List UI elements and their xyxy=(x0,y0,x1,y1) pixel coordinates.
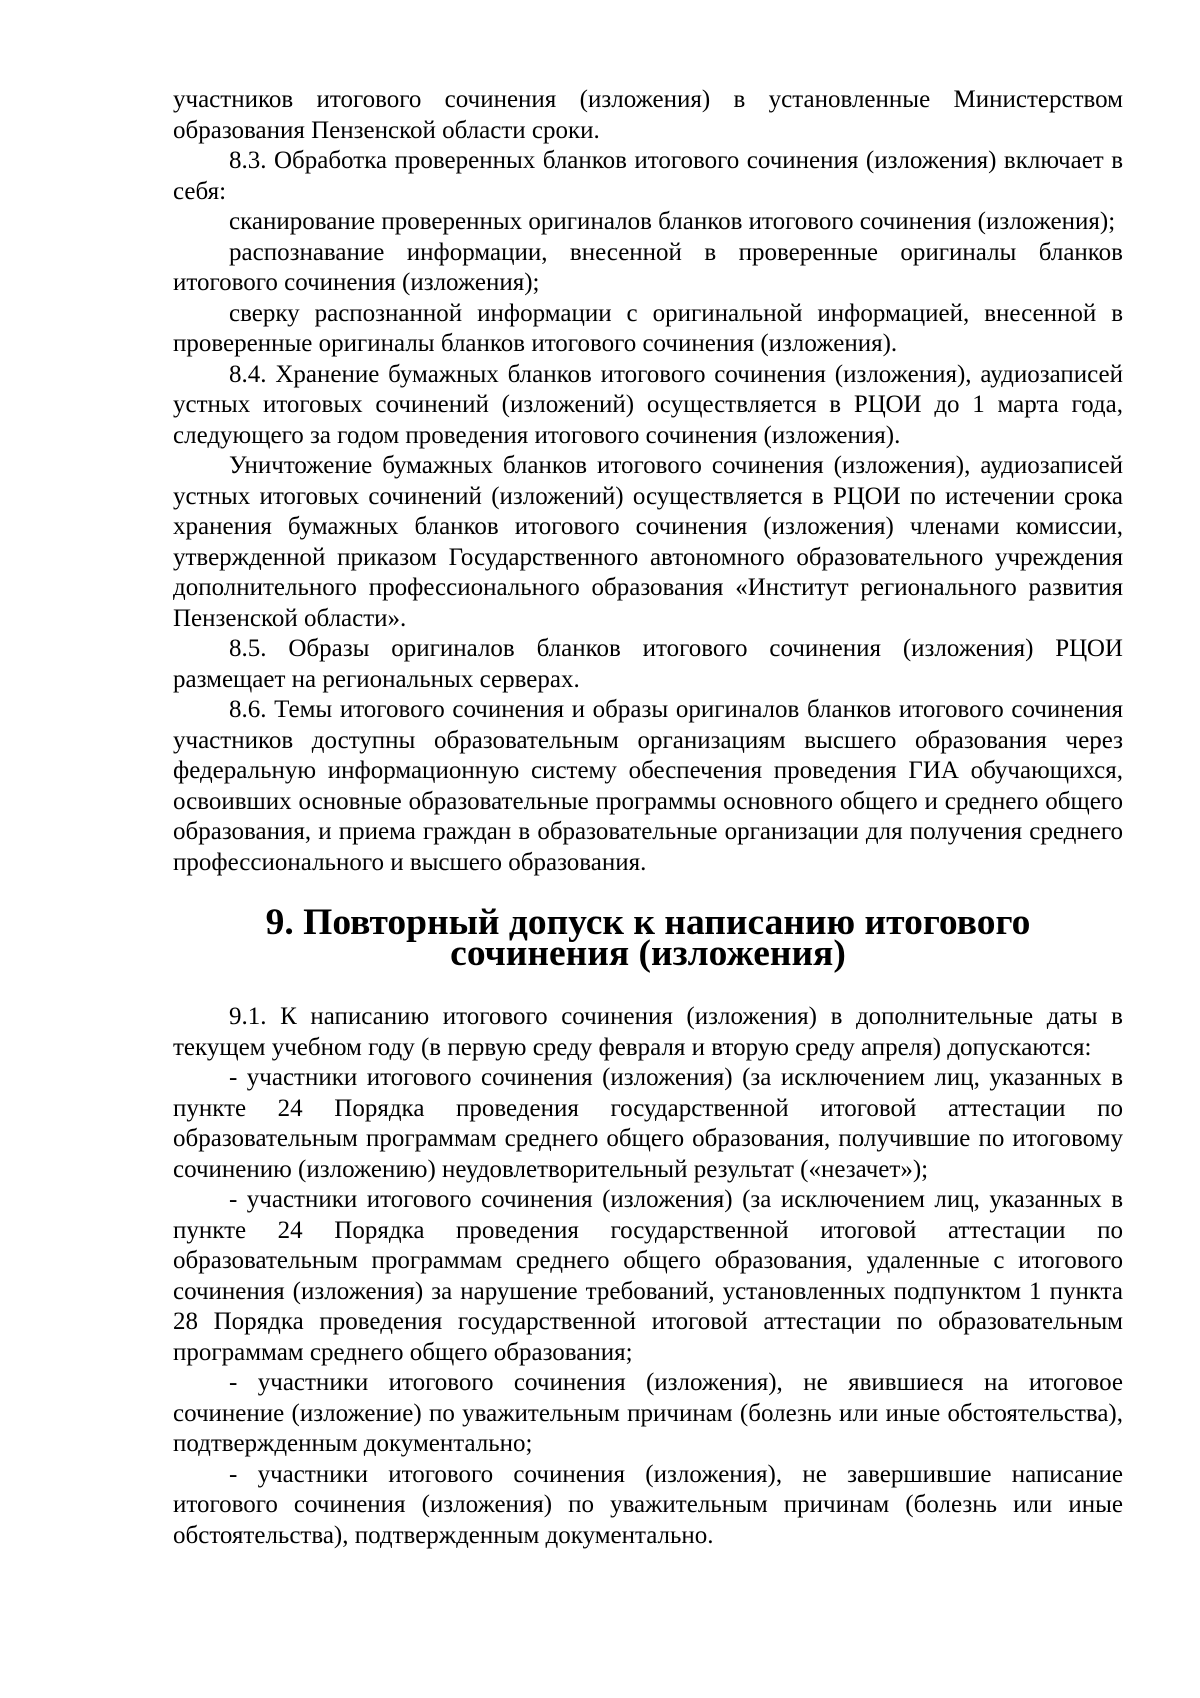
paragraph-8-4: 8.4. Хранение бумажных бланков итогового сочинения (изложения), аудиозаписей устных итоговых сочинений (изложений) осуществляется в РЦОИ до 1 марта года, следующего за годом проведения итогового сочинения (изложения). xyxy=(173,360,1123,449)
section-heading: 9. Повторный допуск к написанию итогового сочинения (изложения) xyxy=(265,902,1031,974)
paragraph-reconciliation: сверку распознанной информации с оригинальной информацией, внесенной в проверенные оригиналы бланков итогового сочинения (изложения). xyxy=(173,299,1123,357)
list-item-absent: - участники итогового сочинения (изложения), не явившиеся на итоговое сочинение (изложение) по уважительным причинам (болезнь или иные обстоятельства), подтвержденным документально; xyxy=(173,1369,1123,1457)
list-item-removed: - участники итогового сочинения (изложения) (за исключением лиц, указанных в пункте 24 Порядка проведения государственной итоговой аттестации по образовательным программам среднего общего образования, удаленные с итогового сочинения (изложения) за нарушение требований, установленных подпунктом 1 пункта 28 Порядка проведения государственной итоговой аттестации по образовательным программам среднего общего образования; xyxy=(173,1186,1123,1366)
paragraph-destruction: Уничтожение бумажных бланков итогового сочинения (изложения), аудиозаписей устных итоговых сочинений (изложений) осуществляется в РЦОИ по истечении срока хранения бумажных бланков итогового сочинения (изложения) членами комиссии, утвержденной приказом Государственного автономного образовательного учреждения дополнительного профессионального образования «Институт регионального развития Пензенской области». xyxy=(173,452,1123,632)
paragraph-8-3: 8.3. Обработка проверенных бланков итогового сочинения (изложения) включает в себя: xyxy=(173,147,1123,205)
document-page xyxy=(173,85,1123,1551)
paragraph-recognition: распознавание информации, внесенной в проверенные оригиналы бланков итогового сочинения (изложения); xyxy=(173,238,1123,296)
paragraph-continuation: участников итогового сочинения (изложения) в установленные Министерством образования Пензенской области сроки. xyxy=(173,86,1123,144)
paragraph-8-5: 8.5. Образы оригиналов бланков итогового сочинения (изложения) РЦОИ размещает на региональных серверах. xyxy=(173,635,1123,693)
list-item-unsatisfactory: - участники итогового сочинения (изложения) (за исключением лиц, указанных в пункте 24 Порядка проведения государственной итоговой аттестации по образовательным программам среднего общего образования, получившие по итоговому сочинению (изложению) неудовлетворительный результат («незачет»); xyxy=(173,1064,1123,1183)
paragraph-8-6: 8.6. Темы итогового сочинения и образы оригиналов бланков итогового сочинения участников доступны образовательным организациям высшего образования через федеральную информационную систему обеспечения проведения ГИА обучающихся, освоивших основные образовательные программы основного общего и среднего общего образования, и приема граждан в образовательные организации для получения среднего профессионального и высшего образования. xyxy=(173,696,1123,876)
list-item-not-completed: - участники итогового сочинения (изложения), не завершившие написание итогового сочинения (изложения) по уважительным причинам (болезнь или иные обстоятельства), подтвержденным документально. xyxy=(173,1460,1123,1549)
paragraph-9-1: 9.1. К написанию итогового сочинения (изложения) в дополнительные даты в текущем учебном году (в первую среду февраля и вторую среду апреля) допускаются: xyxy=(173,1003,1123,1061)
paragraph-scanning: сканирование проверенных оригиналов бланков итогового сочинения (изложения); xyxy=(229,208,1116,235)
